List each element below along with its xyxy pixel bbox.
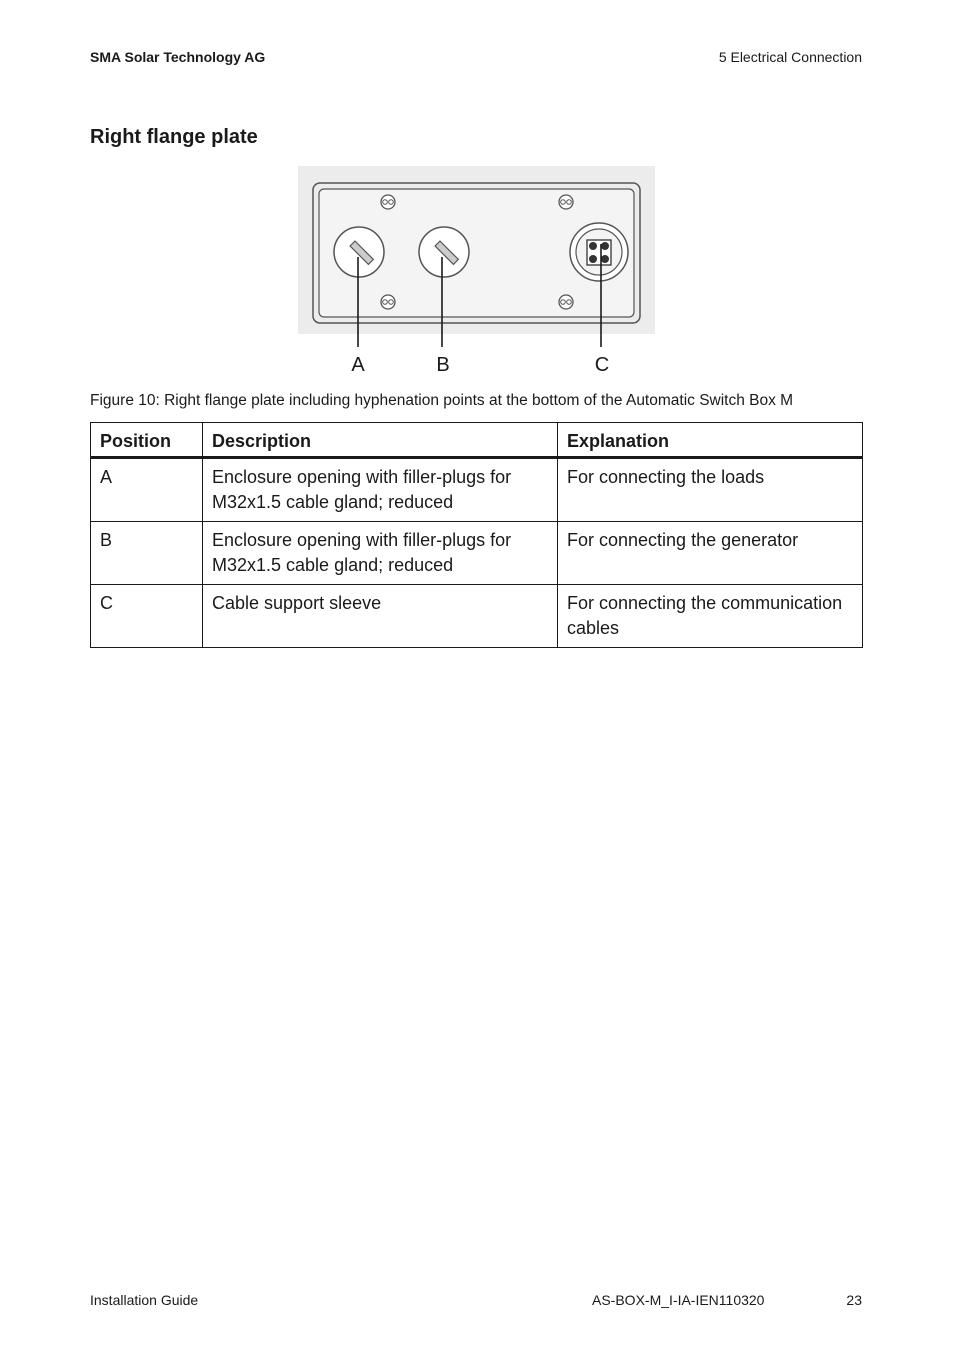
screw-bottom-right bbox=[559, 295, 573, 309]
footer-doc-type: Installation Guide bbox=[90, 1292, 199, 1308]
cell-description: Enclosure opening with filler-plugs for M32x1.5 cable gland; reduced bbox=[203, 522, 558, 585]
cell-description: Enclosure opening with filler-plugs for M32x1.5 cable gland; reduced bbox=[203, 458, 558, 522]
figure-label-b: B bbox=[436, 354, 450, 376]
opening-a-filler-plug bbox=[334, 227, 384, 277]
cell-position: A bbox=[91, 458, 203, 522]
screw-top-left bbox=[381, 195, 395, 209]
table-header-row bbox=[91, 423, 863, 458]
header-explanation: Explanation bbox=[558, 423, 863, 458]
screw-bottom-left bbox=[381, 295, 395, 309]
header-chapter: 5 Electrical Connection bbox=[718, 49, 862, 65]
footer-page-number: 23 bbox=[846, 1292, 862, 1308]
cell-explanation: For connecting the loads bbox=[558, 458, 863, 522]
header-position: Position bbox=[91, 423, 203, 458]
position-table bbox=[90, 422, 863, 648]
table-row bbox=[91, 458, 863, 522]
flange-plate-figure bbox=[297, 165, 657, 380]
footer-doc-code: AS-BOX-M_I-IA-IEN110320 bbox=[592, 1292, 765, 1308]
screw-top-right bbox=[559, 195, 573, 209]
cell-explanation: For connecting the generator bbox=[558, 522, 863, 585]
table-row bbox=[91, 585, 863, 648]
header-description: Description bbox=[203, 423, 558, 458]
figure-caption: Figure 10: Right flange plate including hyphenation points at the bottom of the Automatic Switch Box M bbox=[90, 392, 794, 409]
figure-label-c: C bbox=[594, 354, 610, 376]
table-row bbox=[91, 522, 863, 585]
cable-support-sleeve bbox=[570, 223, 628, 281]
flange-plate-diagram bbox=[297, 165, 657, 380]
header-company: SMA Solar Technology AG bbox=[90, 49, 266, 65]
figure-label-a: A bbox=[351, 354, 365, 376]
cell-explanation: For connecting the communication cables bbox=[558, 585, 863, 648]
cell-description: Cable support sleeve bbox=[203, 585, 558, 648]
cell-position: C bbox=[91, 585, 203, 648]
section-title: Right flange plate bbox=[90, 126, 258, 148]
opening-b-filler-plug bbox=[419, 227, 469, 277]
cell-position: B bbox=[91, 522, 203, 585]
